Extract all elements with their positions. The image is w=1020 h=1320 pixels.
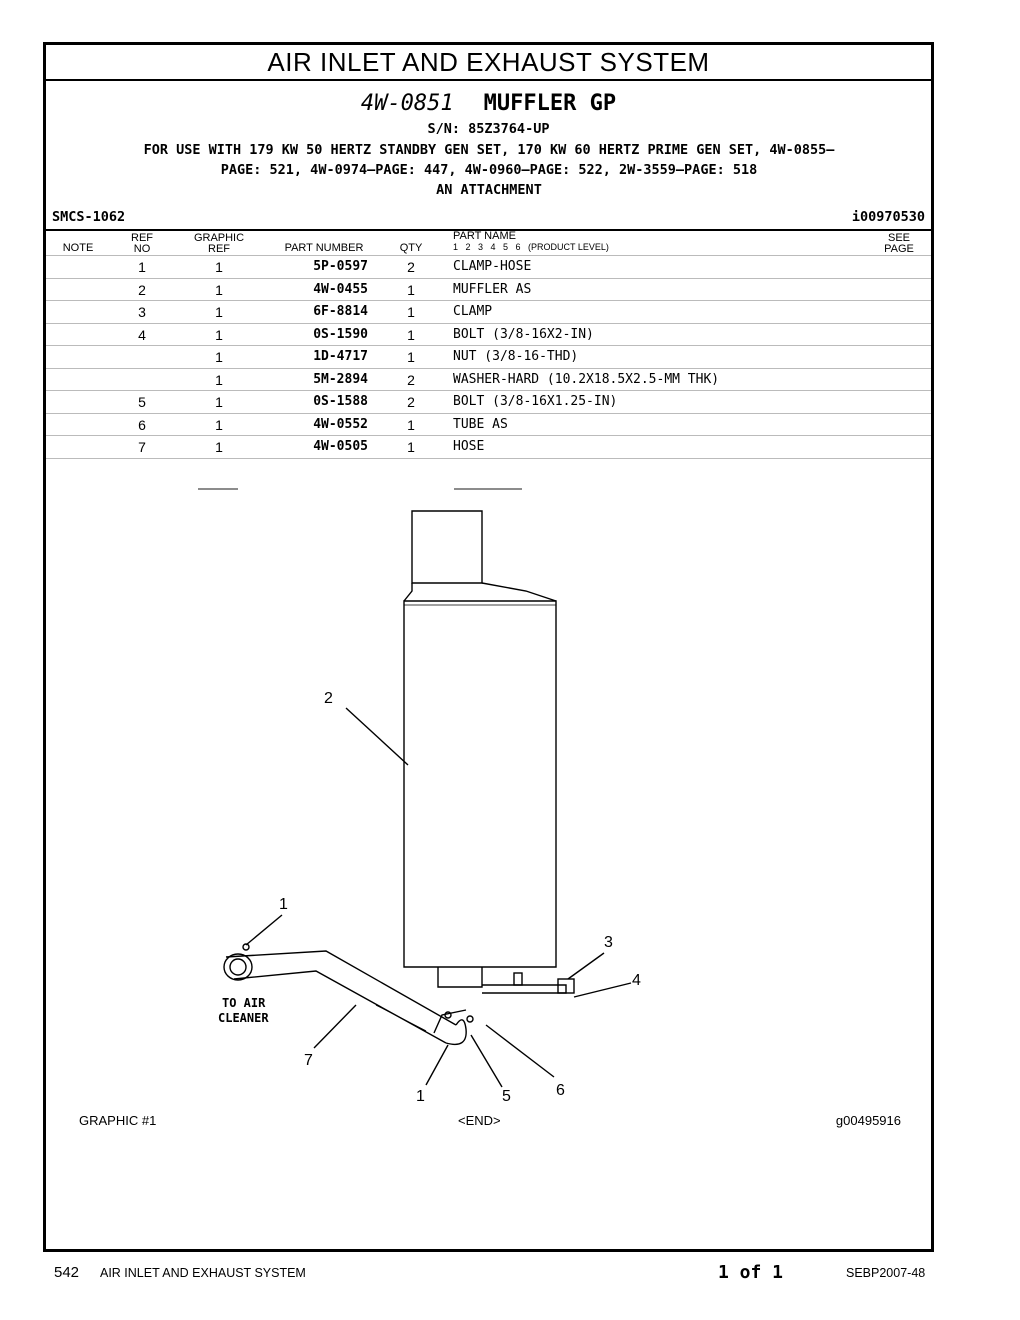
ref-no: 2 bbox=[138, 281, 146, 298]
graphic-label: GRAPHIC #1 bbox=[79, 1113, 157, 1128]
callout-6: 6 bbox=[556, 1082, 565, 1099]
group-name: MUFFLER GP bbox=[483, 91, 617, 116]
graphic-ref: 1 bbox=[215, 259, 223, 275]
graphic-ref: 1 bbox=[215, 326, 223, 343]
part-number: 5M-2894 bbox=[313, 371, 368, 387]
qty: 1 bbox=[407, 349, 415, 365]
col-product-level: 1 2 3 4 5 6 (PRODUCT LEVEL) bbox=[453, 242, 609, 252]
part-name: WASHER-HARD (10.2X18.5X2.5-MM THK) bbox=[453, 371, 720, 387]
col-see-bottom: PAGE bbox=[884, 243, 914, 255]
parts-table bbox=[46, 255, 931, 459]
group-part-number: 4W-0851 bbox=[360, 91, 454, 116]
page-frame bbox=[43, 42, 934, 1252]
col-ref-bottom: NO bbox=[133, 243, 151, 255]
callout-2: 2 bbox=[324, 690, 333, 707]
graphic-ref: 1 bbox=[215, 281, 223, 298]
table-row bbox=[46, 345, 931, 368]
part-number: 6F-8814 bbox=[313, 304, 368, 319]
qty: 2 bbox=[407, 371, 415, 388]
cleaner-label: CLEANER bbox=[218, 1011, 269, 1025]
part-name: CLAMP-HOSE bbox=[453, 259, 532, 274]
usage-line: FOR USE WITH 179 KW 50 HERTZ STANDBY GEN SET, 170 KW 60 HERTZ PRIME GEN SET, 4W-0855— bbox=[143, 142, 835, 158]
part-number: 4W-0552 bbox=[313, 416, 368, 432]
col-graphic-top: GRAPHIC bbox=[193, 232, 245, 244]
col-graphic-bottom: REF bbox=[208, 243, 230, 255]
table-row bbox=[46, 300, 931, 323]
table-row bbox=[46, 368, 931, 391]
table-row bbox=[46, 323, 931, 346]
callout-4: 4 bbox=[632, 972, 641, 989]
usage-line: AN ATTACHMENT bbox=[436, 182, 542, 198]
table-row bbox=[46, 390, 931, 413]
col-see-top: SEE bbox=[887, 232, 910, 244]
muffler-drawing bbox=[46, 465, 931, 1105]
callout-1-lower: 1 bbox=[416, 1088, 425, 1105]
graphic-ref: 1 bbox=[215, 439, 223, 455]
part-name: BOLT (3/8-16X2-IN) bbox=[453, 326, 594, 342]
ref-no: 6 bbox=[138, 416, 146, 433]
part-number: 0S-1588 bbox=[313, 394, 368, 409]
part-number: 1D-4717 bbox=[313, 349, 368, 364]
graphic-ref: 1 bbox=[215, 349, 223, 365]
page-count: 1 of 1 bbox=[718, 1262, 784, 1283]
col-part-name: PART NAME bbox=[453, 230, 516, 242]
qty: 1 bbox=[407, 326, 415, 343]
col-ref-top: REF bbox=[131, 232, 153, 244]
ref-no: 5 bbox=[138, 394, 146, 410]
qty: 2 bbox=[407, 259, 415, 275]
col-note: NOTE bbox=[62, 242, 94, 254]
part-name: HOSE bbox=[453, 439, 485, 454]
qty: 1 bbox=[407, 439, 415, 455]
callout-5: 5 bbox=[502, 1088, 511, 1105]
graphic-ref: 1 bbox=[215, 304, 223, 320]
qty: 1 bbox=[407, 304, 415, 320]
end-label: <END> bbox=[458, 1113, 501, 1128]
group-heading bbox=[46, 91, 931, 116]
part-number: 4W-0505 bbox=[313, 439, 368, 454]
illustration-id: i00970530 bbox=[851, 209, 925, 225]
callout-3: 3 bbox=[604, 934, 613, 951]
col-qty: QTY bbox=[399, 242, 423, 254]
page-number: 542 bbox=[54, 1264, 80, 1281]
ref-no: 7 bbox=[138, 439, 146, 455]
section-title: AIR INLET AND EXHAUST SYSTEM bbox=[46, 45, 931, 81]
part-name: TUBE AS bbox=[453, 416, 508, 432]
part-number: 4W-0455 bbox=[313, 281, 368, 297]
part-number: 5P-0597 bbox=[313, 259, 368, 274]
callout-1: 1 bbox=[279, 896, 288, 913]
doc-number: SEBP2007-48 bbox=[846, 1266, 926, 1280]
part-name: NUT (3/8-16-THD) bbox=[453, 349, 579, 364]
graphic-ref: 1 bbox=[215, 416, 223, 433]
part-name: CLAMP bbox=[453, 304, 493, 319]
serial-range: S/N: 85Z3764-UP bbox=[427, 121, 550, 137]
graphic-ref: 1 bbox=[215, 394, 223, 410]
col-graphic bbox=[186, 233, 252, 255]
graphic-ref: 1 bbox=[215, 371, 223, 388]
table-row bbox=[46, 413, 931, 436]
ref-no: 3 bbox=[138, 304, 146, 320]
table-row bbox=[46, 278, 931, 301]
smcs-code: SMCS-1062 bbox=[52, 209, 126, 225]
footer-section: AIR INLET AND EXHAUST SYSTEM bbox=[100, 1266, 306, 1280]
usage-line: PAGE: 521, 4W-0974—PAGE: 447, 4W-0960—PAGE: 522, 2W-3559—PAGE: 518 bbox=[220, 162, 758, 178]
qty: 1 bbox=[407, 416, 415, 433]
col-see-page bbox=[876, 233, 922, 255]
part-name: MUFFLER AS bbox=[453, 281, 532, 297]
table-row bbox=[46, 435, 931, 459]
graphic-id: g00495916 bbox=[835, 1113, 901, 1128]
col-part-number: PART NUMBER bbox=[284, 242, 364, 254]
qty: 2 bbox=[407, 394, 415, 410]
col-ref bbox=[124, 233, 160, 255]
callout-7: 7 bbox=[304, 1052, 313, 1069]
to-air-label: TO AIR bbox=[222, 996, 266, 1010]
ref-no: 4 bbox=[138, 326, 146, 343]
table-row bbox=[46, 255, 931, 278]
part-name: BOLT (3/8-16X1.25-IN) bbox=[453, 394, 618, 409]
usage-note bbox=[56, 140, 922, 200]
part-number: 0S-1590 bbox=[313, 326, 368, 342]
qty: 1 bbox=[407, 281, 415, 298]
ref-no: 1 bbox=[138, 259, 146, 275]
